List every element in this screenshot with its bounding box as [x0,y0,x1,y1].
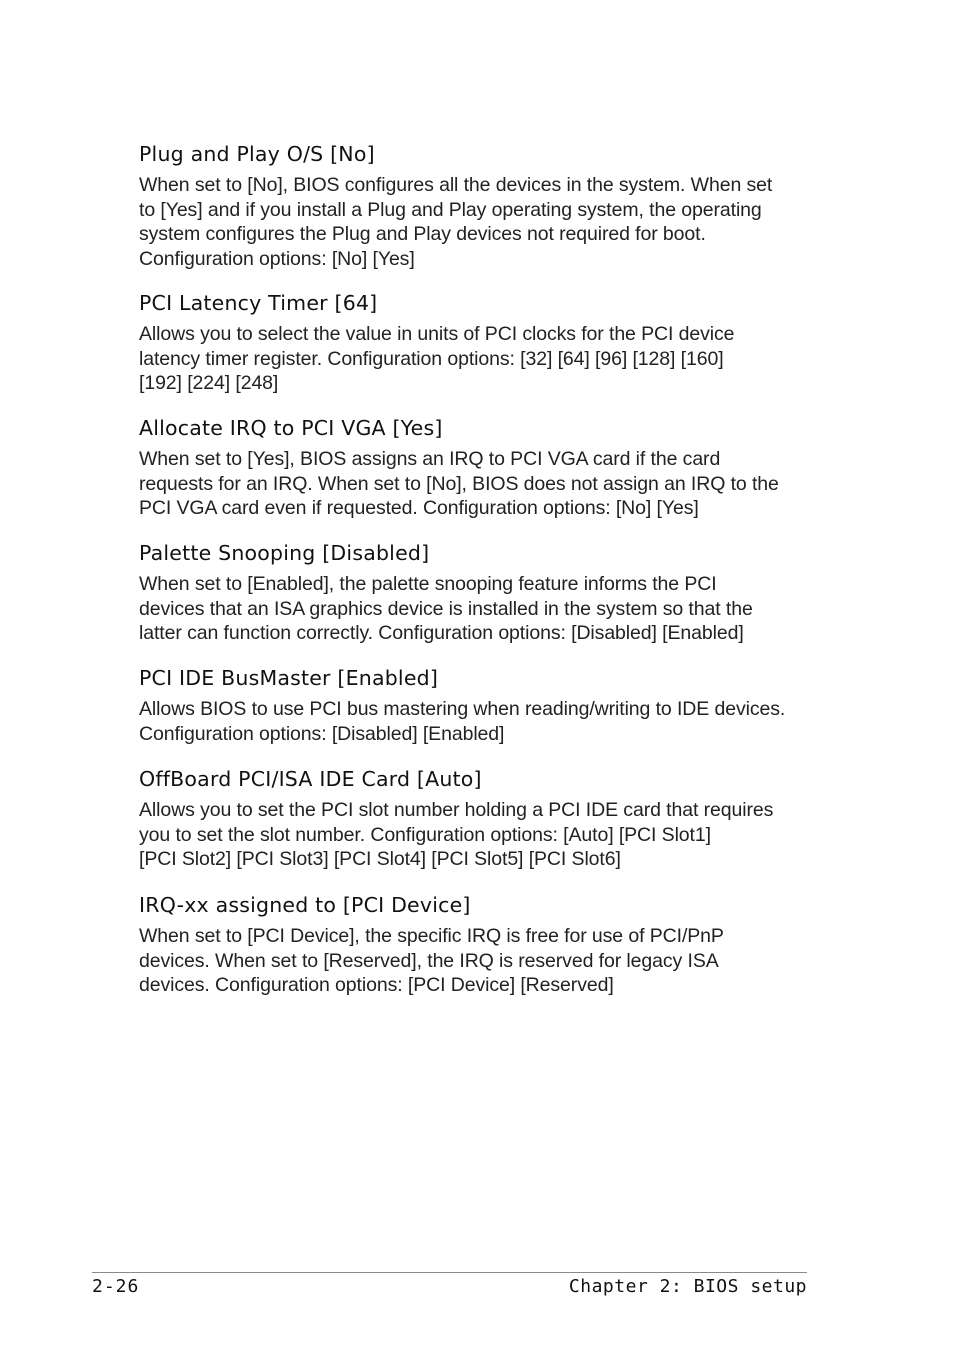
section-heading: IRQ-xx assigned to [PCI Device] [139,893,471,917]
description-line: latter can function correctly. Configuration options: [Disabled] [Enabled] [139,622,744,644]
description-line: [192] [224] [248] [139,372,279,394]
description-line: to [Yes] and if you install a Plug and Play operating system, the operating [139,198,762,221]
section-heading: OffBoard PCI/ISA IDE Card [Auto] [139,767,482,791]
description-line: Configuration options: [No] [Yes] [139,247,415,270]
description-line: When set to [No], BIOS configures all the devices in the system. When set [139,174,773,196]
section-heading: Palette Snooping [Disabled] [139,541,430,565]
description-line: [PCI Slot2] [PCI Slot3] [PCI Slot4] [PCI Slot5] [PCI Slot6] [139,848,621,870]
section-description [139,697,785,746]
description-line: devices. When set to [Reserved], the IRQ is reserved for legacy ISA [139,949,719,972]
description-line: system configures the Plug and Play devices not required for boot. [139,223,706,245]
section-description [139,447,779,521]
section-irq-assigned [139,891,724,998]
description-line: Allows you to select the value in units of PCI clocks for the PCI device [139,323,735,345]
section-heading: Allocate IRQ to PCI VGA [Yes] [139,416,443,440]
section-description [139,798,773,872]
section-pci-ide-busmaster [139,664,785,746]
page-number: 2-26 [92,1276,140,1297]
section-pci-latency-timer [139,289,734,396]
section-heading: PCI Latency Timer [64] [139,291,378,315]
description-line: requests for an IRQ. When set to [No], BIOS does not assign an IRQ to the [139,472,779,495]
description-line: When set to [Yes], BIOS assigns an IRQ to PCI VGA card if the card [139,448,721,470]
description-line: Allows BIOS to use PCI bus mastering when reading/writing to IDE devices. [139,698,786,720]
section-plug-and-play [139,140,772,271]
description-line: you to set the slot number. Configuration options: [Auto] [PCI Slot1] [139,823,711,846]
section-offboard-ide-card [139,765,773,872]
section-heading: Plug and Play O/S [No] [139,142,375,166]
description-line: When set to [PCI Device], the specific IRQ is free for use of PCI/PnP [139,925,724,947]
footer-divider [92,1272,807,1273]
section-allocate-irq-vga [139,414,779,521]
description-line: Allows you to set the PCI slot number holding a PCI IDE card that requires [139,799,774,821]
description-line: latency timer register. Configuration options: [32] [64] [96] [128] [160] [139,347,724,370]
description-line: devices. Configuration options: [PCI Device] [Reserved] [139,974,614,996]
chapter-title: Chapter 2: BIOS setup [568,1276,807,1297]
section-description [139,572,753,646]
section-description [139,924,724,998]
description-line: When set to [Enabled], the palette snooping feature informs the PCI [139,573,717,595]
description-line: devices that an ISA graphics device is installed in the system so that the [139,597,753,620]
section-heading: PCI IDE BusMaster [Enabled] [139,666,439,690]
description-line: Configuration options: [Disabled] [Enabled] [139,722,505,745]
section-palette-snooping [139,539,753,646]
description-line: PCI VGA card even if requested. Configuration options: [No] [Yes] [139,497,699,519]
section-description [139,173,772,271]
section-description [139,322,734,396]
